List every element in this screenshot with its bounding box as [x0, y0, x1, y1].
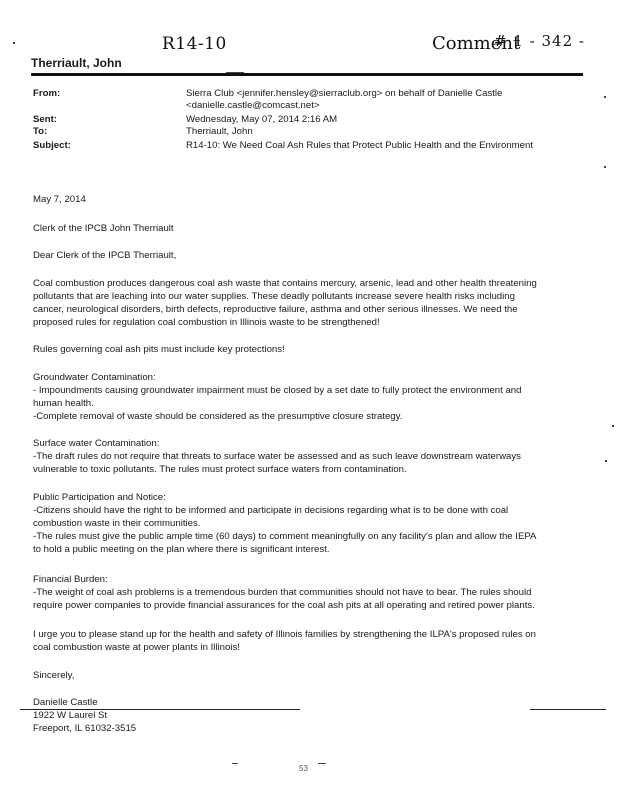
header-divider: [31, 73, 583, 76]
paragraph-line: cancer, neurological disorders, birth defects, reproductive failure, asthma and other serious illnesses. We need the: [33, 304, 518, 315]
from-value-email: <danielle.castle@comcast.net>: [186, 100, 320, 111]
paragraph-line: Coal combustion produces dangerous coal ash waste that contains mercury, arsenic, lead and other health threatening: [33, 278, 537, 289]
sent-label: Sent:: [33, 114, 57, 125]
paragraph-line: -The weight of coal ash problems is a tremendous burden that communities should not have to bear. The rules should: [33, 587, 532, 598]
paragraph-line: - Impoundments causing groundwater impairment must be closed by a set date to fully protect the environment and: [33, 385, 522, 396]
surface-water-section: [33, 437, 579, 476]
rules-intro: Rules governing coal ash pits must include key protections!: [33, 344, 285, 355]
to-label: To:: [33, 126, 48, 137]
paragraph-line: combustion waste in their communities.: [33, 518, 201, 529]
paragraph-line: human health.: [33, 398, 94, 409]
subject-value: R14-10: We Need Coal Ash Rules that Protect Public Health and the Environment: [186, 140, 533, 151]
paragraph-line: vulnerable to toxic pollutants. The rules must protect surface waters from contamination.: [33, 464, 407, 475]
page-number: 53: [299, 764, 308, 773]
closing-paragraph: [33, 628, 579, 654]
from-label: From:: [33, 88, 61, 99]
section-heading: Surface water Contamination:: [33, 438, 160, 449]
section-heading: Groundwater Contamination:: [33, 372, 156, 383]
sender-city: Freeport, IL 61032-3515: [33, 723, 137, 734]
signoff: Sincerely,: [33, 670, 75, 681]
docket-stamp: R14-10: [162, 34, 227, 54]
paragraph-line: to hold a public meeting on the plan where there is significant interest.: [33, 544, 330, 555]
comment-stamp: Comment: [432, 33, 521, 54]
participation-section: [33, 491, 579, 556]
paragraph-line: require power companies to provide financial assurances for the coal ash pits at all operating and retired power plants.: [33, 600, 535, 611]
paragraph-line: -Citizens should have the right to be informed and participate in decisions regarding what is to be done with coal: [33, 505, 509, 516]
scan-speck: [232, 763, 238, 764]
public-comment-number: # 1 - 342 -: [494, 32, 585, 50]
sent-value: Wednesday, May 07, 2014 2:16 AM: [186, 114, 338, 125]
paragraph-line: coal combustion waste at power plants in Illinois!: [33, 642, 240, 653]
mailbox-owner: Therriault, John: [31, 56, 122, 70]
paragraph-line: proposed rules for regulation coal combustion in Illinois waste to be strengthened!: [33, 317, 380, 328]
subject-label: Subject:: [33, 140, 71, 151]
scan-speck: [226, 72, 244, 73]
scan-rule-right: [530, 709, 606, 710]
sender-name: Danielle Castle: [33, 697, 98, 708]
scan-speck: [13, 42, 15, 44]
sender-street: 1922 W Laurel St: [33, 710, 108, 721]
scan-speck: [605, 460, 607, 462]
section-heading: Public Participation and Notice:: [33, 492, 166, 503]
letter-date: May 7, 2014: [33, 194, 86, 205]
groundwater-section: [33, 371, 579, 423]
scan-speck: [318, 763, 326, 764]
scan-speck: [604, 166, 606, 168]
letter-addressee: Clerk of the IPCB John Therriault: [33, 223, 174, 234]
to-value: Therriault, John: [186, 126, 253, 137]
scan-speck: [612, 425, 614, 427]
paragraph-line: -The draft rules do not require that threats to surface water be assessed and as such leave downstream waterways: [33, 451, 521, 462]
financial-section: [33, 573, 579, 612]
section-heading: Financial Burden:: [33, 574, 108, 585]
scan-rule-left: [20, 709, 300, 710]
paragraph-line: pollutants that are leaching into our water supplies. These deadly pollutants increase severe health risks including: [33, 291, 515, 302]
intro-paragraph: [33, 277, 579, 329]
paragraph-line: -Complete removal of waste should be considered as the presumptive closure strategy.: [33, 411, 403, 422]
paragraph-line: I urge you to please stand up for the health and safety of Illinois families by strengthening the ILPA's proposed rules on: [33, 629, 536, 640]
scan-speck: [604, 96, 606, 98]
letter-salutation: Dear Clerk of the IPCB Therriault,: [33, 250, 177, 261]
from-value: Sierra Club <jennifer.hensley@sierraclub.org> on behalf of Danielle Castle: [186, 88, 503, 99]
signature-block: [33, 696, 579, 735]
paragraph-line: -The rules must give the public ample time (60 days) to comment meaningfully on any facility's plan and allow the IEPA: [33, 531, 537, 542]
